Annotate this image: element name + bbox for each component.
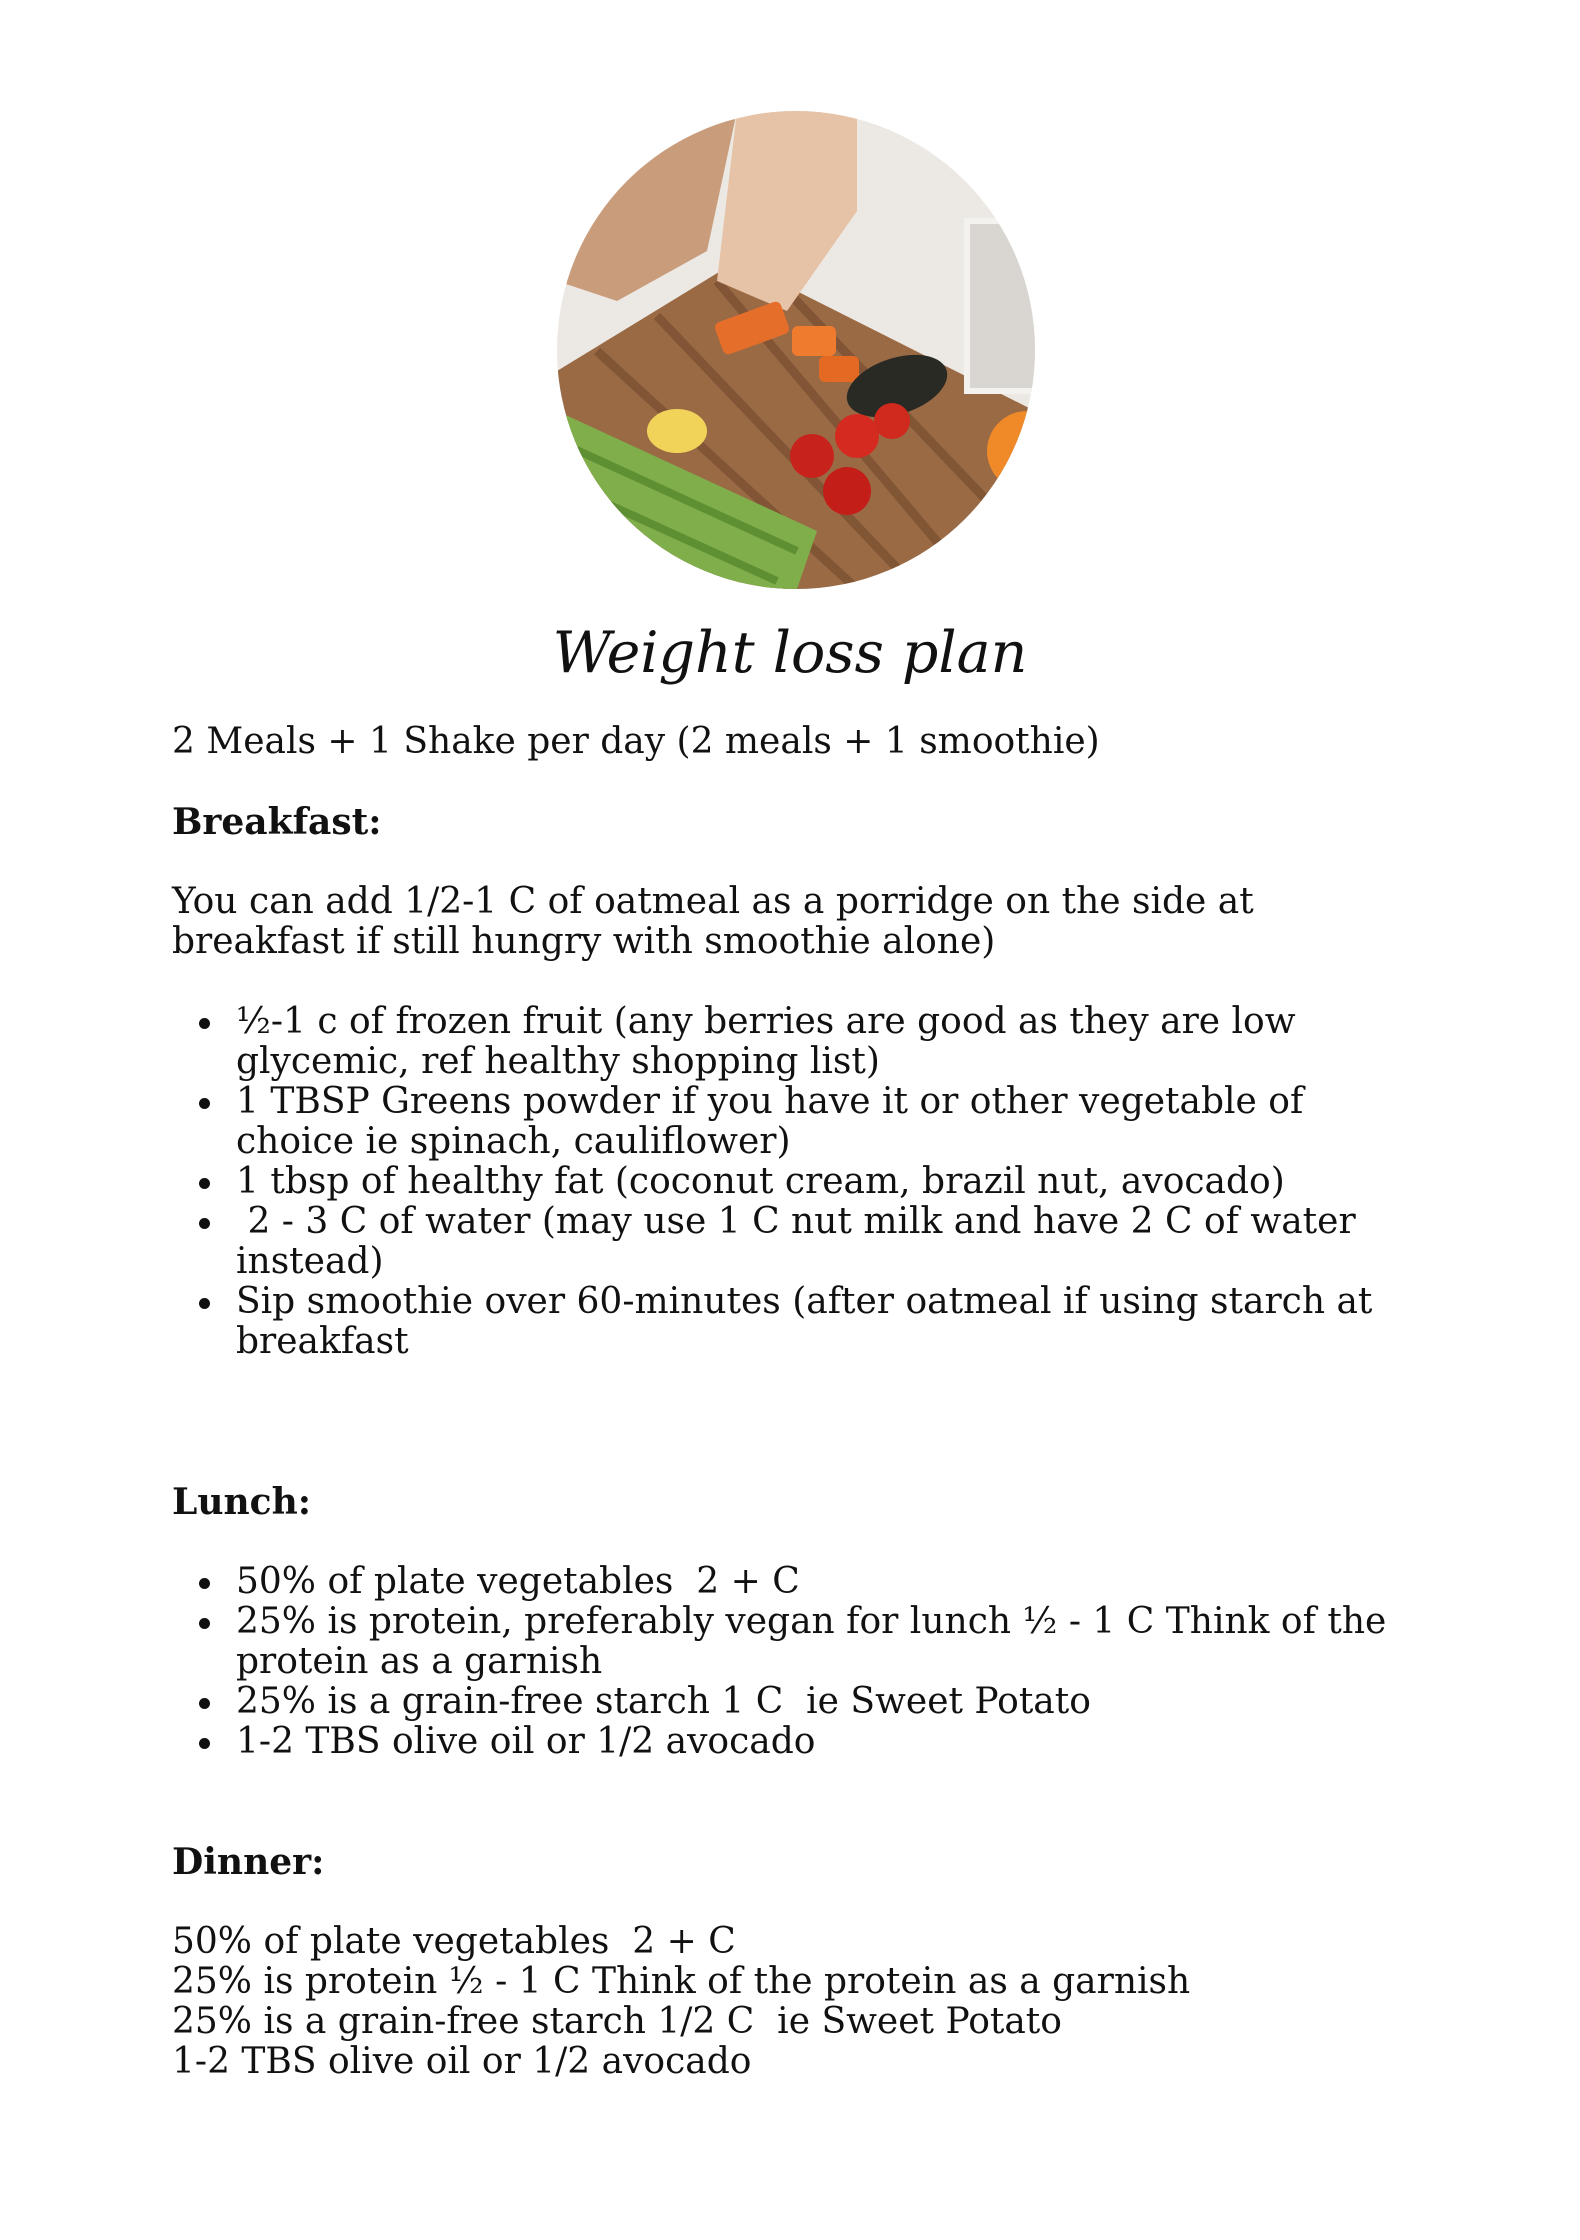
list-item: 2 - 3 C of water (may use 1 C nut milk and have 2 C of water instead) [236,1202,1432,1282]
list-item: ½-1 c of frozen fruit (any berries are good as they are low glycemic, ref healthy shopping list) [236,1002,1432,1082]
dinner-line: 25% is protein ½ - 1 C Think of the protein as a garnish [172,1961,1191,2002]
list-item: 25% is protein, preferably vegan for lunch ½ - 1 C Think of the protein as a garnish [236,1602,1432,1682]
plan-content [172,722,1432,2082]
breakfast-list [172,1002,1432,1362]
page-title: Weight loss plan [552,620,1028,686]
intro-text: 2 Meals + 1 Shake per day (2 meals + 1 smoothie) [172,721,1100,762]
dinner-lines [172,1922,1432,2082]
dinner-heading: Dinner: [172,1841,325,1883]
list-item: 1-2 TBS olive oil or 1/2 avocado [236,1722,1432,1762]
dinner-line: 25% is a grain-free starch 1/2 C ie Sweet Potato [172,2001,1062,2042]
list-item: Sip smoothie over 60-minutes (after oatmeal if using starch at breakfast [236,1282,1432,1362]
list-item: 25% is a grain-free starch 1 C ie Sweet Potato [236,1682,1432,1722]
list-item: 50% of plate vegetables 2 + C [236,1562,1432,1602]
dinner-line: 50% of plate vegetables 2 + C [172,1921,736,1962]
lunch-heading: Lunch: [172,1481,312,1523]
list-item: 1 TBSP Greens powder if you have it or other vegetable of choice ie spinach, cauliflower) [236,1082,1432,1162]
food-prep-photo [557,111,1035,589]
breakfast-note: You can add 1/2-1 C of oatmeal as a porridge on the side at breakfast if still hungry with smoothie alone) [172,881,1254,962]
breakfast-heading: Breakfast: [172,801,382,843]
list-item: 1 tbsp of healthy fat (coconut cream, brazil nut, avocado) [236,1162,1432,1202]
lunch-list [172,1562,1432,1762]
dinner-line: 1-2 TBS olive oil or 1/2 avocado [172,2041,752,2082]
